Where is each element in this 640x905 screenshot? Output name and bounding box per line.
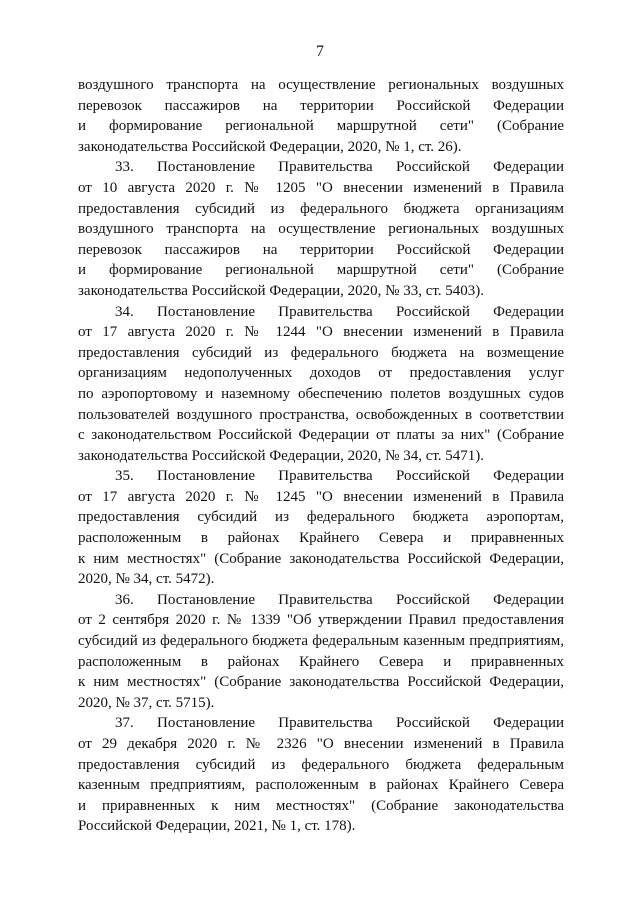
- text-line: субсидий из федерального бюджета федеральным казенным предприятиям,: [78, 633, 564, 650]
- text-line: и формирование региональной маршрутной сети" (Собрание: [78, 262, 564, 279]
- text-line: расположенным в районах Крайнего Севера и приравненных: [78, 530, 564, 547]
- text-line: от 2 сентября 2020 г. № 1339 "Об утверждении Правил предоставления: [78, 612, 564, 629]
- text-line: организациям недополученных доходов от предоставления услуг: [78, 365, 564, 382]
- paragraph-item-34: [78, 302, 564, 467]
- text-line: от 10 августа 2020 г. № 1205 "О внесении изменений в Правила: [78, 179, 564, 196]
- text-line: законодательства Российской Федерации, 2020, № 33, ст. 5403).: [78, 282, 485, 299]
- text-line: 36. Постановление Правительства Российской Федерации: [115, 591, 564, 608]
- text-line: казенным предприятиям, расположенным в районах Крайнего Севера: [78, 777, 564, 794]
- text-line: предоставления субсидий из федерального бюджета организациям: [78, 200, 564, 217]
- text-line: 2020, № 34, ст. 5472).: [78, 571, 215, 588]
- text-line: предоставления субсидий из федерального бюджета федеральным: [78, 756, 564, 773]
- text-line: 35. Постановление Правительства Российской Федерации: [115, 468, 564, 485]
- text-line: и формирование региональной маршрутной сети" (Собрание: [78, 118, 564, 135]
- paragraph-item-33: [78, 157, 564, 301]
- text-line: предоставления субсидий из федерального бюджета аэропортам,: [78, 509, 564, 526]
- document-body: [78, 75, 564, 837]
- text-line: от 29 декабря 2020 г. № 2326 "О внесении изменений в Правила: [78, 736, 564, 752]
- text-line: к ним местностях" (Собрание законодательства Российской Федерации,: [78, 674, 564, 691]
- text-line: предоставления субсидий из федерального бюджета на возмещение: [78, 344, 564, 361]
- text-line: перевозок пассажиров на территории Российской Федерации: [78, 241, 564, 258]
- text-line: 33. Постановление Правительства Российской Федерации: [115, 159, 564, 176]
- text-line: по аэропортовому и наземному обеспечению полетов воздушных судов: [78, 385, 564, 402]
- text-line: и приравненных к ним местностях" (Собрание законодательства: [78, 797, 564, 814]
- text-line: перевозок пассажиров на территории Российской Федерации: [78, 97, 564, 114]
- paragraph-item-36: [78, 590, 564, 714]
- paragraph-item-37: [78, 713, 564, 837]
- text-line: 2020, № 37, ст. 5715).: [78, 694, 215, 711]
- text-line: от 17 августа 2020 г. № 1244 "О внесении изменений в Правила: [78, 324, 564, 341]
- text-line: расположенным в районах Крайнего Севера и приравненных: [78, 653, 564, 670]
- text-line: законодательства Российской Федерации, 2020, № 34, ст. 5471).: [78, 447, 485, 464]
- paragraph-item-35: [78, 466, 564, 590]
- text-line: к ним местностях" (Собрание законодательства Российской Федерации,: [78, 550, 564, 567]
- text-line: 37. Постановление Правительства Российской Федерации: [115, 715, 564, 732]
- text-line: 34. Постановление Правительства Российской Федерации: [115, 303, 564, 320]
- text-line: от 17 августа 2020 г. № 1245 "О внесении изменений в Правила: [78, 488, 564, 505]
- text-line: с законодательством Российской Федерации от платы за них" (Собрание: [78, 427, 564, 444]
- text-line: пользователей воздушного пространства, освобожденных в соответствии: [78, 406, 564, 423]
- text-line: воздушного транспорта на осуществление региональных воздушных: [78, 77, 564, 93]
- paragraph-continuation: [78, 75, 564, 157]
- text-line: воздушного транспорта на осуществление региональных воздушных: [78, 221, 564, 238]
- text-line: Российской Федерации, 2021, № 1, ст. 178).: [78, 818, 356, 835]
- text-line: законодательства Российской Федерации, 2020, № 1, ст. 26).: [78, 138, 462, 155]
- page-number: 7: [316, 43, 324, 60]
